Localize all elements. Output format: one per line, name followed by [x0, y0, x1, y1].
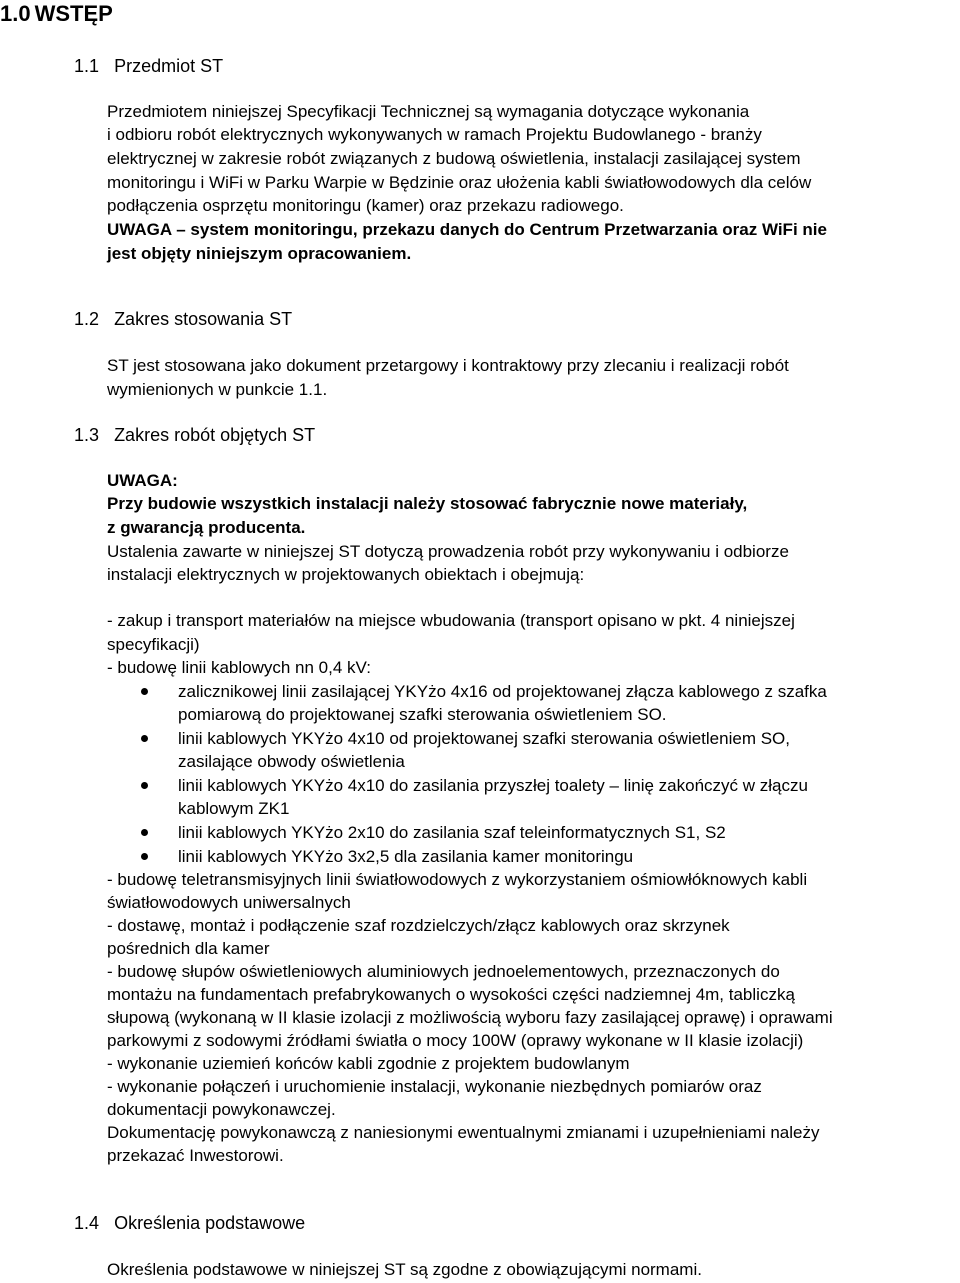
- section-1-1-line: elektrycznej w zakresie robót związanych z budową oświetlenia, instalacji zasilającej system: [107, 149, 801, 168]
- bullet-line: linii kablowych YKYżo 2x10 do zasilania szaf teleinformatycznych S1, S2: [178, 823, 726, 842]
- section-1-4-text: Określenia podstawowe w niniejszej ST są zgodne z obowiązującymi normami.: [107, 1260, 702, 1279]
- scope-item: montażu na fundamentach prefabrykowanych o wysokości części nadziemnej 4m, tabliczką: [107, 985, 795, 1004]
- section-1-1-heading: [74, 55, 223, 78]
- section-1-1-note: jest objęty niniejszym opracowaniem.: [107, 244, 412, 263]
- bullet-line: zalicznikowej linii zasilającej YKYżo 4x16 od projektowanej złącza kablowego z szafka: [178, 682, 827, 701]
- section-number: 1.3: [74, 425, 100, 445]
- section-1-1-line: podłączenia osprzętu monitoringu (kamer) oraz przekazu radiowego.: [107, 196, 624, 215]
- section-1-3-intro: instalacji elektrycznych w projektowanych obiektach i obejmują:: [107, 565, 585, 584]
- scope-item: słupową (wykonaną w II klasie izolacji z możliwością wyboru fazy zasilającej oprawę) i oprawami: [107, 1008, 833, 1027]
- section-1-4-heading: [74, 1212, 305, 1235]
- main-heading-title: WSTĘP: [34, 1, 113, 26]
- bullet-icon: [141, 853, 148, 860]
- closing-line: Dokumentację powykonawczą z naniesionymi ewentualnymi zmianami i uzupełnieniami należy: [107, 1123, 820, 1142]
- main-heading: [0, 2, 113, 25]
- bullet-icon: [141, 688, 148, 695]
- scope-item: - budowę linii kablowych nn 0,4 kV:: [107, 658, 371, 677]
- section-1-3-heading: [74, 424, 315, 447]
- scope-item: parkowymi z sodowymi źródłami światła o mocy 100W (oprawy wykonane w II klasie izolacji): [107, 1031, 804, 1050]
- section-1-3-intro: Ustalenia zawarte w niniejszej ST dotyczą prowadzenia robót przy wykonywaniu i odbiorze: [107, 542, 789, 561]
- section-1-1-line: monitoringu i WiFi w Parku Warpie w Będzinie oraz ułożenia kabli światłowodowych dla celów: [107, 173, 812, 192]
- section-number: 1.2: [74, 309, 100, 329]
- scope-item: pośrednich dla kamer: [107, 939, 270, 958]
- scope-item: światłowodowych uniwersalnych: [107, 893, 351, 912]
- scope-item: specyfikacji): [107, 635, 200, 654]
- scope-item: - budowę teletransmisyjnych linii światłowodowych z wykorzystaniem ośmiowłóknowych kabli: [107, 870, 808, 889]
- scope-item: dokumentacji powykonawczej.: [107, 1100, 336, 1119]
- section-1-3-note-label: UWAGA:: [107, 471, 178, 490]
- bullet-line: zasilające obwody oświetlenia: [178, 752, 405, 771]
- bullet-line: kablowym ZK1: [178, 799, 290, 818]
- bullet-line: pomiarową do projektowanej szafki sterowania oświetleniem SO.: [178, 705, 667, 724]
- scope-item: - budowę słupów oświetleniowych aluminiowych jednoelementowych, przeznaczonych do: [107, 962, 780, 981]
- section-title: Określenia podstawowe: [114, 1213, 306, 1233]
- bullet-line: linii kablowych YKYżo 4x10 do zasilania przyszłej toalety – linię zakończyć w złączu: [178, 776, 808, 795]
- section-1-1-line: i odbioru robót elektrycznych wykonywanych w ramach Projektu Budowlanego - branży: [107, 125, 762, 144]
- bullet-icon: [141, 735, 148, 742]
- main-heading-number: 1.0: [0, 1, 31, 26]
- section-1-3-note: Przy budowie wszystkich instalacji należy stosować fabrycznie nowe materiały,: [107, 494, 748, 513]
- section-title: Przedmiot ST: [114, 56, 224, 76]
- section-1-2-heading: [74, 308, 292, 331]
- section-1-3-note: z gwarancją producenta.: [107, 518, 306, 537]
- section-1-1-line: Przedmiotem niniejszej Specyfikacji Technicznej są wymagania dotyczące wykonania: [107, 102, 750, 121]
- section-number: 1.4: [74, 1213, 100, 1233]
- section-title: Zakres robót objętych ST: [114, 425, 316, 445]
- bullet-line: linii kablowych YKYżo 3x2,5 dla zasilania kamer monitoringu: [178, 847, 634, 866]
- section-1-2-line: wymienionych w punkcie 1.1.: [107, 380, 328, 399]
- closing-line: przekazać Inwestorowi.: [107, 1146, 284, 1165]
- section-title: Zakres stosowania ST: [114, 309, 293, 329]
- scope-item: - dostawę, montaż i podłączenie szaf rozdzielczych/złącz kablowych oraz skrzynek: [107, 916, 730, 935]
- section-1-2-line: ST jest stosowana jako dokument przetargowy i kontraktowy przy zlecaniu i realizacji robót: [107, 356, 789, 375]
- scope-item: - zakup i transport materiałów na miejsce wbudowania (transport opisano w pkt. 4 niniejszej: [107, 611, 795, 630]
- section-1-1-note: UWAGA – system monitoringu, przekazu danych do Centrum Przetwarzania oraz WiFi nie: [107, 220, 827, 239]
- section-number: 1.1: [74, 56, 100, 76]
- bullet-icon: [141, 829, 148, 836]
- scope-item: - wykonanie uziemień końców kabli zgodnie z projektem budowlanym: [107, 1054, 630, 1073]
- bullet-line: linii kablowych YKYżo 4x10 od projektowanej szafki sterowania oświetleniem SO,: [178, 729, 790, 748]
- bullet-icon: [141, 782, 148, 789]
- scope-item: - wykonanie połączeń i uruchomienie instalacji, wykonanie niezbędnych pomiarów oraz: [107, 1077, 762, 1096]
